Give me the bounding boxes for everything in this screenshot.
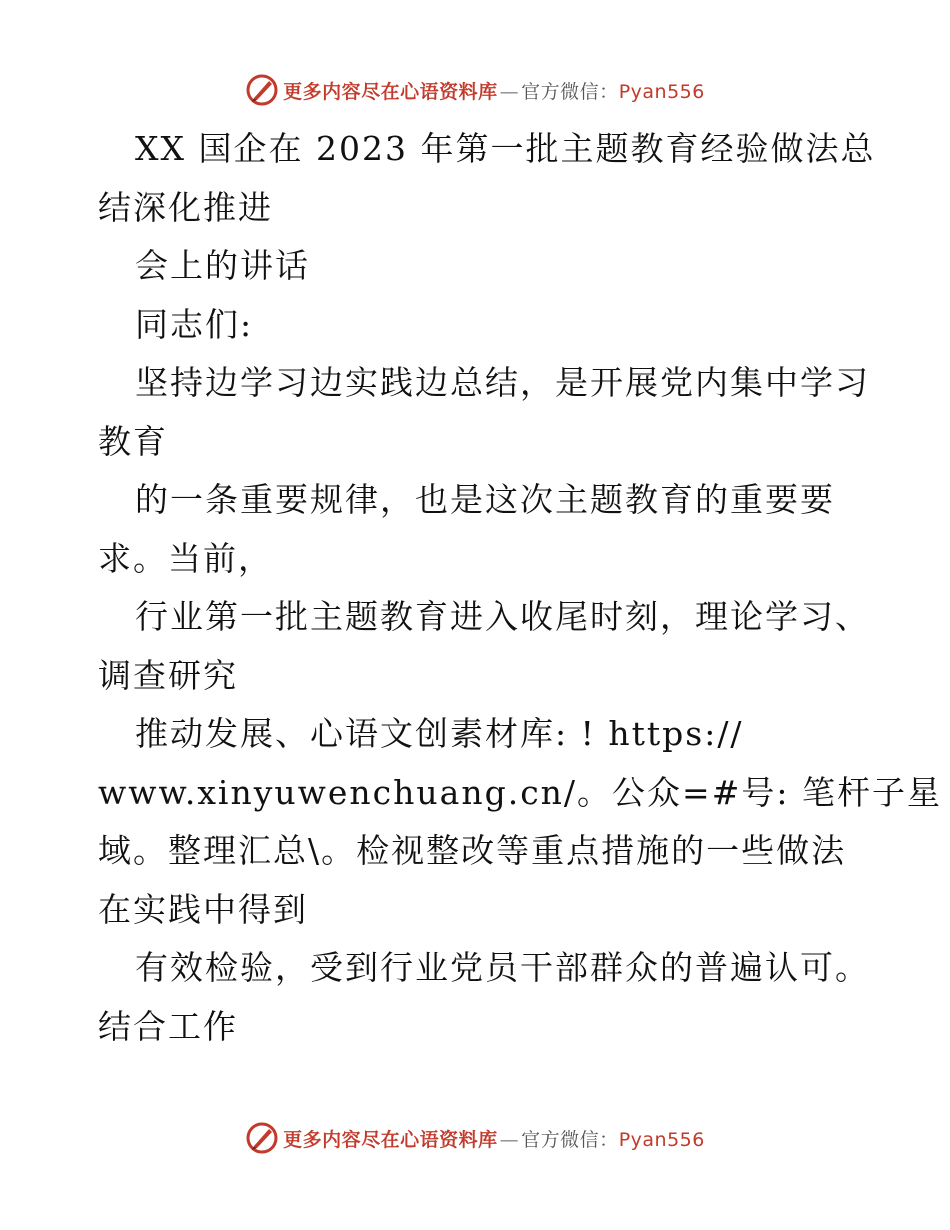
text-line: 教育 <box>98 421 168 461</box>
text-line: 结合工作 <box>98 1006 238 1046</box>
watermark-official-label: 官方微信： <box>521 1128 619 1151</box>
text-line: 调查研究 <box>98 655 238 695</box>
text-line: 坚持边学习边实践边总结，是开展党内集中学习 <box>135 363 870 402</box>
text-line: 的一条重要规律，也是这次主题教育的重要要 <box>135 480 835 519</box>
watermark-wechat-id: Pyan556 <box>618 1128 705 1151</box>
text-line: 推动发展、心语文创素材库: ! https:// <box>135 714 744 753</box>
watermark-site-text: 更多内容尽在心语资料库 <box>283 80 498 103</box>
header-watermark <box>0 70 950 110</box>
quill-circle-logo-icon <box>245 1121 279 1155</box>
watermark-official-label: 官方微信： <box>521 80 619 103</box>
quill-circle-logo-icon <box>245 73 279 107</box>
watermark-wechat-id: Pyan556 <box>618 80 705 103</box>
watermark-text <box>283 77 705 104</box>
text-line: 同志们: <box>135 304 254 344</box>
text-line: 会上的讲话 <box>135 246 310 285</box>
watermark-site-text: 更多内容尽在心语资料库 <box>283 1128 498 1151</box>
text-line: 结深化推进 <box>98 187 273 227</box>
watermark-dash: — <box>499 80 520 103</box>
watermark-text <box>283 1125 705 1152</box>
text-line: 行业第一批主题教育进入收尾时刻，理论学习、 <box>135 597 870 636</box>
watermark-dash: — <box>499 1128 520 1151</box>
text-line: 在实践中得到 <box>98 889 308 929</box>
text-line: XX 国企在 2023 年第一批主题教育经验做法总 <box>135 129 876 168</box>
text-line: www.xinyuwenchuang.cn/。公众=#号: 笔杆子星 <box>98 772 942 812</box>
text-line: 求。当前， <box>98 538 273 578</box>
text-line: 有效检验，受到行业党员干部群众的普遍认可。 <box>135 948 870 987</box>
document-body <box>98 120 942 1056</box>
footer-watermark <box>0 1118 950 1158</box>
text-line: 域。整理汇总\。检视整改等重点措施的一些做法 <box>98 831 847 870</box>
